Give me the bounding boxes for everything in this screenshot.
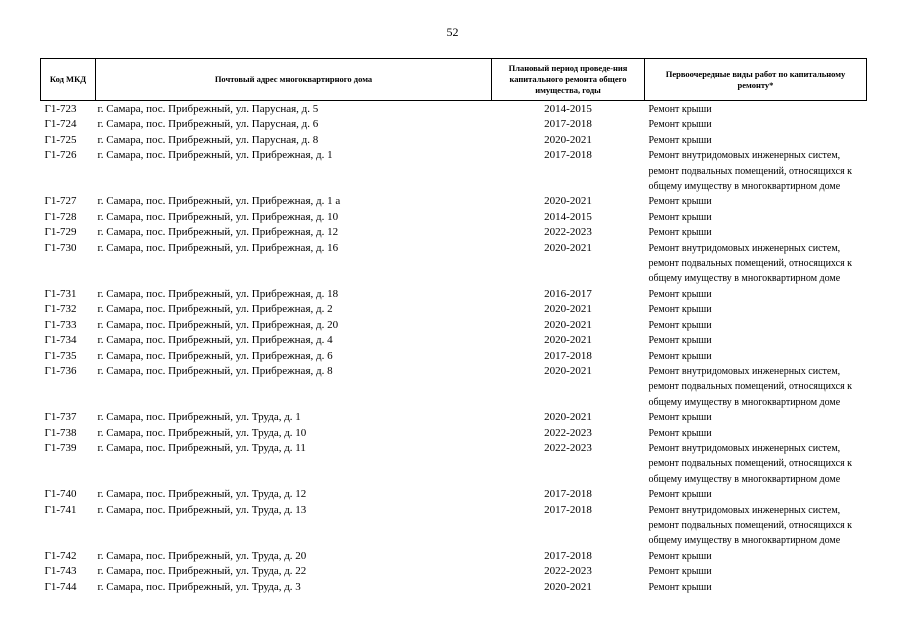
cell-code: Г1-732	[44, 303, 77, 316]
cell-address: г. Самара, пос. Прибрежный, ул. Труда, д. 1	[97, 411, 301, 424]
cell-period: 2017-2018	[544, 488, 592, 501]
cell-address: г. Самара, пос. Прибрежный, ул. Парусная, д. 5	[97, 103, 319, 115]
cell-address: г. Самара, пос. Прибрежный, ул. Прибрежная, д. 6	[97, 349, 333, 362]
cell-period: 2020-2021	[544, 303, 592, 316]
cell-address: г. Самара, пос. Прибрежный, ул. Труда, д. 11	[97, 441, 306, 454]
table-row	[41, 487, 867, 502]
cell-code: Г1-727	[44, 195, 77, 208]
cell-works: Ремонт крыши	[648, 412, 712, 424]
cell-period: 2020-2021	[544, 133, 592, 146]
cell-works: Ремонт крыши	[648, 104, 712, 115]
cell-code: Г1-733	[44, 318, 77, 331]
cell-period: 2022-2023	[544, 565, 592, 578]
cell-address: г. Самара, пос. Прибрежный, ул. Труда, д. 10	[97, 426, 307, 439]
cell-address: г. Самара, пос. Прибрежный, ул. Прибрежная, д. 8	[97, 364, 333, 377]
cell-works: Ремонт крыши	[648, 581, 712, 593]
cell-period: 2017-2018	[544, 118, 592, 131]
cell-period: 2020-2021	[544, 318, 592, 331]
table-body	[41, 101, 867, 596]
cell-code: Г1-740	[44, 488, 77, 501]
cell-code: Г1-725	[44, 133, 77, 146]
table-row	[41, 549, 867, 564]
cell-address: г. Самара, пос. Прибрежный, ул. Труда, д. 22	[97, 565, 307, 578]
cell-code: Г1-735	[44, 349, 77, 362]
cell-works: Ремонт крыши	[648, 134, 712, 146]
table-row	[41, 503, 867, 549]
cell-code: Г1-734	[44, 334, 77, 347]
cell-address: г. Самара, пос. Прибрежный, ул. Прибрежная, д. 12	[97, 226, 339, 239]
cell-code: Г1-737	[44, 411, 77, 424]
table-row	[41, 210, 867, 225]
cell-period: 2020-2021	[544, 195, 592, 208]
repair-plan-table	[40, 58, 867, 595]
cell-code: Г1-724	[44, 118, 77, 131]
table-row	[41, 241, 867, 287]
page-number: 52	[446, 25, 459, 39]
table-row	[41, 287, 867, 302]
cell-code: Г1-729	[44, 226, 77, 239]
cell-works: Ремонт крыши	[648, 196, 712, 208]
cell-address: г. Самара, пос. Прибрежный, ул. Прибрежная, д. 1 а	[97, 195, 341, 208]
cell-code: Г1-743	[44, 565, 77, 578]
table-row	[41, 117, 867, 132]
table-row	[41, 580, 867, 595]
table-row	[41, 333, 867, 348]
cell-period: 2020-2021	[544, 411, 592, 424]
table-row	[41, 564, 867, 579]
cell-period: 2022-2023	[544, 441, 592, 454]
cell-period: 2022-2023	[544, 226, 592, 239]
cell-works: Ремонт крыши	[648, 288, 712, 300]
table-row	[41, 318, 867, 333]
cell-period: 2020-2021	[544, 364, 592, 377]
cell-code: Г1-739	[44, 441, 77, 454]
cell-code: Г1-728	[44, 210, 77, 223]
cell-address: г. Самара, пос. Прибрежный, ул. Прибрежная, д. 10	[97, 210, 339, 223]
cell-works: Ремонт крыши	[648, 119, 712, 131]
table-row	[41, 148, 867, 194]
table-header	[41, 59, 867, 101]
cell-works: Ремонт крыши	[648, 566, 712, 578]
cell-address: г. Самара, пос. Прибрежный, ул. Труда, д. 20	[97, 549, 307, 562]
cell-period: 2017-2018	[544, 349, 592, 362]
cell-code: Г1-736	[44, 364, 77, 377]
table-row	[41, 225, 867, 240]
table-row	[41, 426, 867, 441]
cell-address: г. Самара, пос. Прибрежный, ул. Прибрежная, д. 20	[97, 318, 339, 331]
cell-works: Ремонт внутридомовых инженерных систем, ремонт подвальных помещений, относящихся к общему имуществу в многоквартирном доме	[648, 442, 853, 485]
cell-code: Г1-730	[44, 241, 77, 254]
cell-works: Ремонт крыши	[648, 335, 712, 347]
table-row	[41, 101, 867, 118]
cell-address: г. Самара, пос. Прибрежный, ул. Труда, д. 13	[97, 503, 307, 516]
cell-works: Ремонт крыши	[648, 319, 712, 331]
table-row	[41, 364, 867, 410]
cell-works: Ремонт крыши	[648, 550, 712, 562]
cell-works: Ремонт крыши	[648, 211, 712, 223]
cell-period: 2014-2015	[544, 103, 592, 115]
cell-works: Ремонт внутридомовых инженерных систем, ремонт подвальных помещений, относящихся к общему имуществу в многоквартирном доме	[648, 365, 853, 408]
cell-works: Ремонт крыши	[648, 489, 712, 501]
cell-code: Г1-742	[44, 549, 77, 562]
cell-address: г. Самара, пос. Прибрежный, ул. Прибрежная, д. 4	[97, 334, 333, 347]
cell-address: г. Самара, пос. Прибрежный, ул. Прибрежная, д. 2	[97, 303, 333, 316]
cell-period: 2016-2017	[544, 287, 592, 300]
cell-works: Ремонт крыши	[648, 427, 712, 439]
header-period: Плановый период проведе-ния капитального ремонта общего имущества, годы	[492, 59, 645, 101]
cell-code: Г1-726	[44, 149, 77, 162]
table-row	[41, 133, 867, 148]
cell-code: Г1-723	[44, 103, 77, 115]
cell-works: Ремонт внутридомовых инженерных систем, ремонт подвальных помещений, относящихся к общему имуществу в многоквартирном доме	[648, 242, 853, 285]
table-row	[41, 349, 867, 364]
cell-period: 2020-2021	[544, 334, 592, 347]
cell-period: 2017-2018	[544, 549, 592, 562]
table-row	[41, 410, 867, 425]
cell-works: Ремонт крыши	[648, 350, 712, 362]
cell-period: 2014-2015	[544, 210, 592, 223]
cell-address: г. Самара, пос. Прибрежный, ул. Парусная, д. 8	[97, 133, 319, 146]
cell-works: Ремонт внутридомовых инженерных систем, ремонт подвальных помещений, относящихся к общему имуществу в многоквартирном доме	[648, 504, 853, 547]
header-works: Первоочередные виды работ по капитальному ремонту*	[645, 59, 867, 101]
cell-period: 2022-2023	[544, 426, 592, 439]
cell-address: г. Самара, пос. Прибрежный, ул. Труда, д. 12	[97, 488, 307, 501]
cell-works: Ремонт крыши	[648, 304, 712, 316]
header-address: Почтовый адрес многоквартирного дома	[96, 59, 492, 101]
table-row	[41, 194, 867, 209]
table-row	[41, 441, 867, 487]
cell-period: 2017-2018	[544, 503, 592, 516]
table-row	[41, 302, 867, 317]
cell-address: г. Самара, пос. Прибрежный, ул. Прибрежная, д. 1	[97, 149, 333, 162]
cell-code: Г1-741	[44, 503, 77, 516]
cell-works: Ремонт крыши	[648, 227, 712, 239]
cell-code: Г1-744	[44, 580, 77, 593]
cell-address: г. Самара, пос. Прибрежный, ул. Парусная, д. 6	[97, 118, 319, 131]
cell-works: Ремонт внутридомовых инженерных систем, ремонт подвальных помещений, относящихся к общему имуществу в многоквартирном доме	[648, 150, 853, 193]
cell-period: 2020-2021	[544, 241, 592, 254]
cell-code: Г1-731	[44, 287, 77, 300]
cell-code: Г1-738	[44, 426, 77, 439]
cell-address: г. Самара, пос. Прибрежный, ул. Прибрежная, д. 18	[97, 287, 339, 300]
cell-address: г. Самара, пос. Прибрежный, ул. Прибрежная, д. 16	[97, 241, 339, 254]
cell-period: 2020-2021	[544, 580, 592, 593]
header-code: Код МКД	[41, 59, 96, 101]
cell-period: 2017-2018	[544, 149, 592, 162]
cell-address: г. Самара, пос. Прибрежный, ул. Труда, д. 3	[97, 580, 301, 593]
